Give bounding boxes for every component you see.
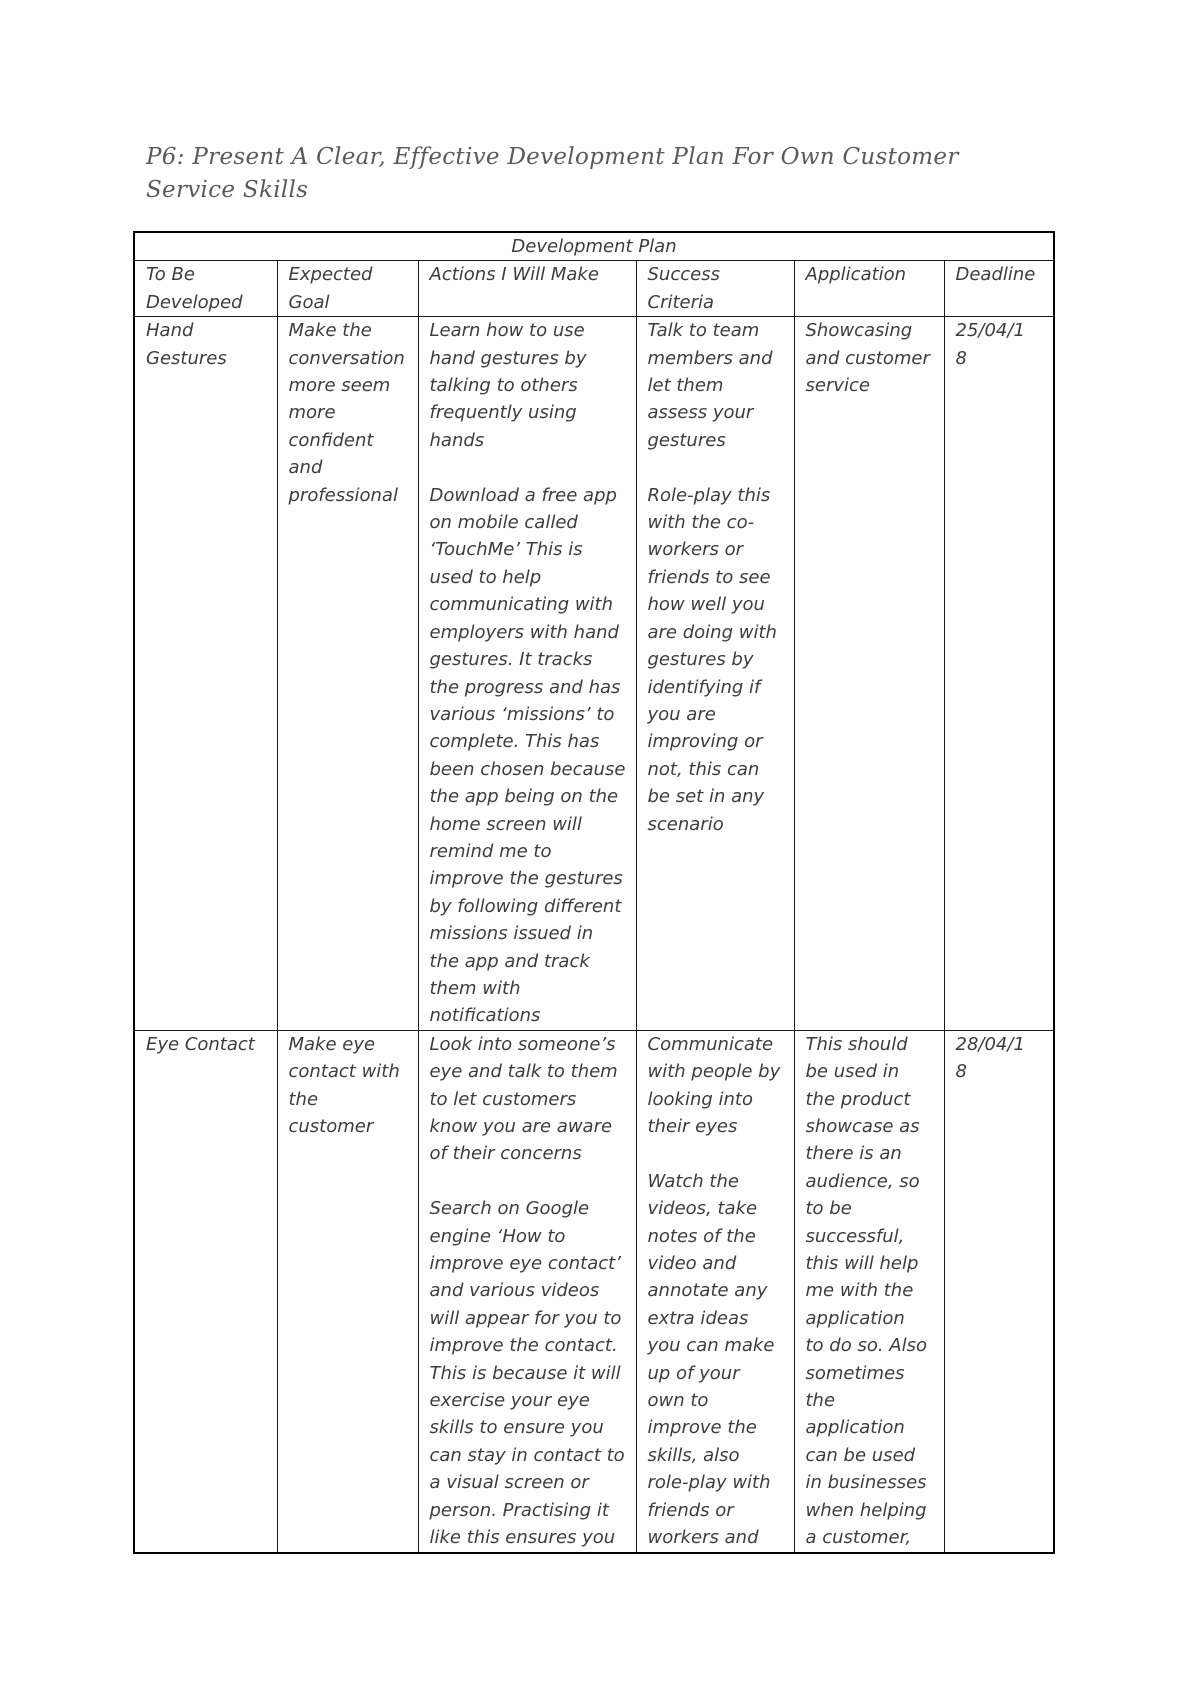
development-plan-table [133, 231, 1055, 1554]
cell-goal: Make eye contact with the customer [277, 1030, 418, 1552]
page-title: P6: Present A Clear, Effective Development Plan For Own Customer Service Skills [146, 144, 959, 203]
cell-criteria: Communicate with people by looking into their eyes Watch the videos, take notes of the video and annotate any extra ideas you can make up of your own to improve the skills, also role-play with friends or workers and [636, 1030, 794, 1552]
header-actions: Actions I Will Make [418, 261, 636, 317]
table-caption-row [134, 232, 1054, 261]
cell-goal: Make the conversation more seem more confident and professional [277, 317, 418, 1031]
header-deadline: Deadline [944, 261, 1054, 317]
cell-application: This should be used in the product showcase as there is an audience, so to be successful, this will help me with the application to do so. Also sometimes the application can be used in businesses when helping a customer, [794, 1030, 944, 1552]
cell-actions: Look into someone’s eye and talk to them to let customers know you are aware of their concerns Search on Google engine ‘How to improve eye contact’ and various videos will appear for you to improve the contact. This is because it will exercise your eye skills to ensure you can stay in contact to a visual screen or person. Practising it like this ensures you [418, 1030, 636, 1552]
header-to-be-developed: To Be Developed [134, 261, 277, 317]
cell-application: Showcasing and customer service [794, 317, 944, 1031]
cell-actions: Learn how to use hand gestures by talking to others frequently using hands Download a free app on mobile called ‘TouchMe’ This is used to help communicating with employers with hand gestures. It tracks the progress and has various ‘missions’ to complete. This has been chosen because the app being on the home screen will remind me to improve the gestures by following different missions issued in the app and track them with notifications [418, 317, 636, 1031]
table-row [134, 1030, 1054, 1552]
table-row [134, 317, 1054, 1031]
cell-deadline: 28/04/1 8 [944, 1030, 1054, 1552]
header-success-criteria: Success Criteria [636, 261, 794, 317]
table-header-row [134, 261, 1054, 317]
cell-skill: Eye Contact [134, 1030, 277, 1552]
cell-deadline: 25/04/1 8 [944, 317, 1054, 1031]
table-caption: Development Plan [134, 232, 1054, 261]
cell-skill: Hand Gestures [134, 317, 277, 1031]
header-application: Application [794, 261, 944, 317]
header-expected-goal: Expected Goal [277, 261, 418, 317]
cell-criteria: Talk to team members and let them assess your gestures Role-play this with the co- workers or friends to see how well you are doing with gestures by identifying if you are improving or not, this can be set in any scenario [636, 317, 794, 1031]
